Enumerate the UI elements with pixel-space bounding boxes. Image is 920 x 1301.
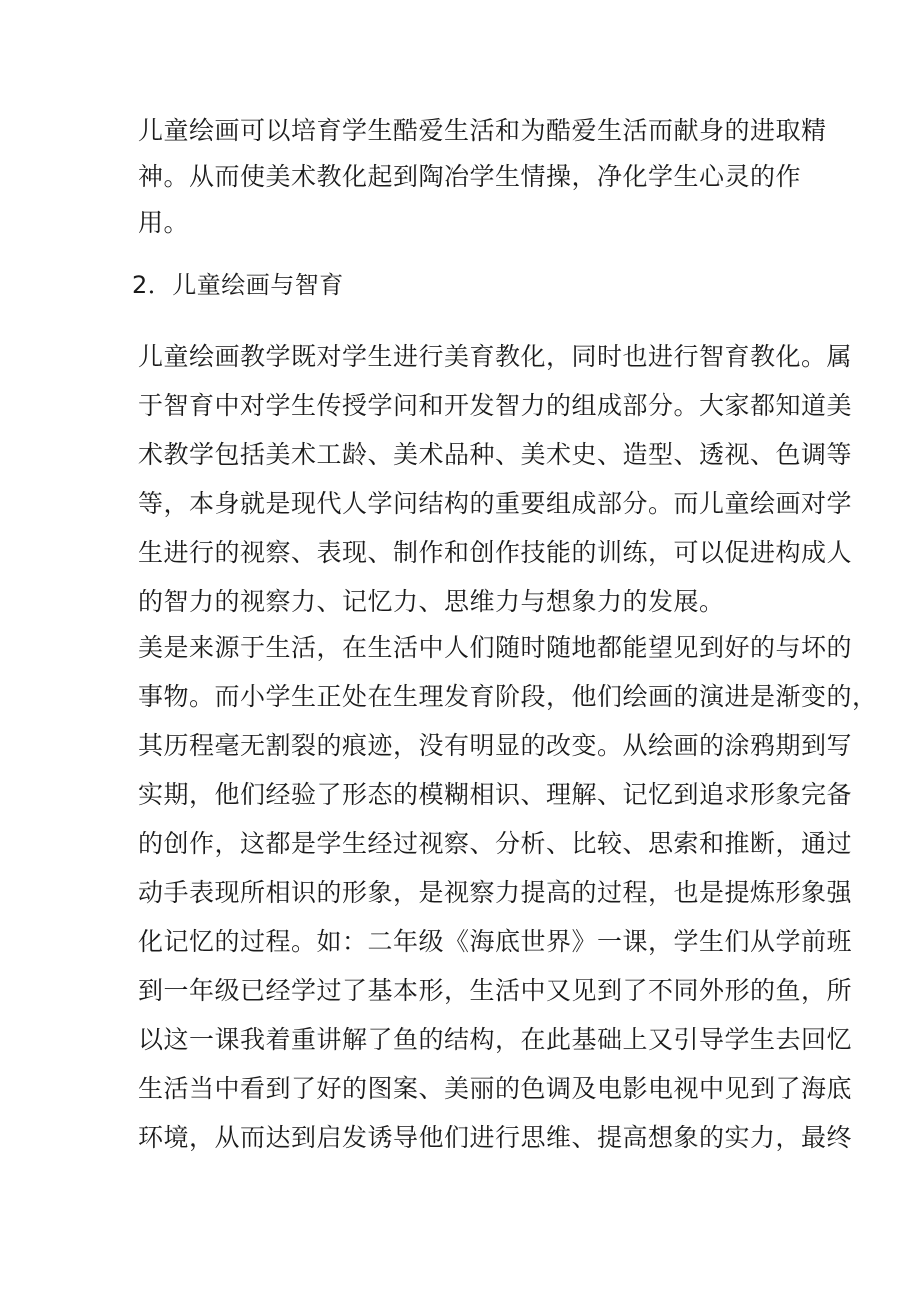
paragraph-3-line: 以这一课我着重讲解了鱼的结构，在此基础上又引导学生去回忆 <box>138 1025 853 1054</box>
paragraph-2-line: 生进行的视察、表现、制作和创作技能的训练，可以促进构成人 <box>138 538 853 567</box>
paragraph-3-line: 其历程毫无割裂的痕迹，没有明显的改变。从绘画的涂鸦期到写 <box>138 731 853 760</box>
paragraph-3-line: 的创作，这都是学生经过视察、分析、比较、思索和推断，通过 <box>138 829 853 858</box>
paragraph-1-line: 用。 <box>138 208 190 237</box>
paragraph-3-line: 实期，他们经验了形态的模糊相识、理解、记忆到追求形象完备 <box>138 780 853 809</box>
paragraph-3-line: 生活当中看到了好的图案、美丽的色调及电影电视中见到了海底 <box>138 1074 853 1103</box>
paragraph-3-line: 事物。而小学生正处在生理发育阶段，他们绘画的演进是渐变的， <box>138 682 878 711</box>
paragraph-3-line: 环境，从而达到启发诱导他们进行思维、提高想象的实力，最终 <box>138 1123 853 1152</box>
paragraph-1-line: 儿童绘画可以培育学生酷爱生活和为酷爱生活而献身的进取精 <box>138 116 827 145</box>
paragraph-3-line: 化记忆的过程。如：二年级《海底世界》一课，学生们从学前班 <box>138 927 853 956</box>
paragraph-3-line: 动手表现所相识的形象，是视察力提高的过程，也是提炼形象强 <box>138 878 853 907</box>
paragraph-2-line: 儿童绘画教学既对学生进行美育教化，同时也进行智育教化。属 <box>138 342 853 371</box>
section-heading: 2．儿童绘画与智育 <box>132 271 344 299</box>
paragraph-2-line: 等，本身就是现代人学问结构的重要组成部分。而儿童绘画对学 <box>138 489 853 518</box>
paragraph-2-line: 于智育中对学生传授学问和开发智力的组成部分。大家都知道美 <box>138 391 853 420</box>
paragraph-3-line: 到一年级已经学过了基本形，生活中又见到了不同外形的鱼，所 <box>138 976 853 1005</box>
paragraph-2-line: 的智力的视察力、记忆力、思维力与想象力的发展。 <box>138 587 725 616</box>
paragraph-3-line: 美是来源于生活，在生活中人们随时随地都能望见到好的与坏的 <box>138 633 853 662</box>
paragraph-1-line: 神。从而使美术教化起到陶冶学生情操，净化学生心灵的作 <box>138 162 802 191</box>
paragraph-2-line: 术教学包括美术工龄、美术品种、美术史、造型、透视、色调等 <box>138 440 853 469</box>
